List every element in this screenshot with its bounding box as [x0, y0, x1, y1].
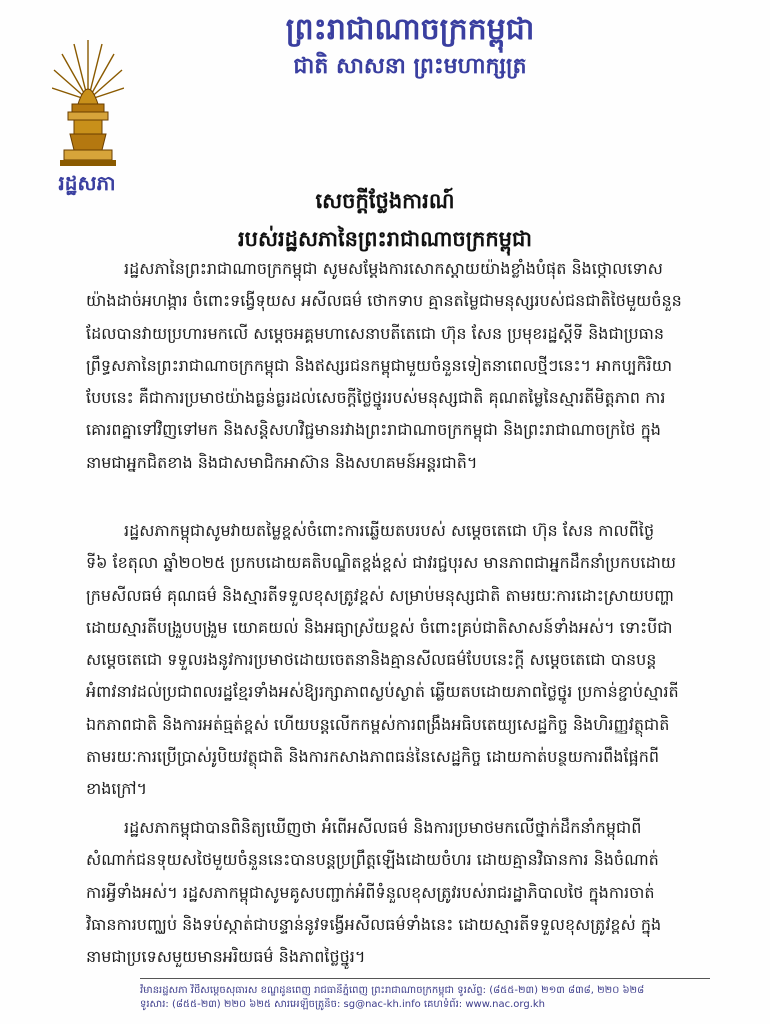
senate-emblem-icon: [52, 38, 124, 168]
paragraph-line: ដោយស្មារតីបង្រួបបង្រួម យោគយល់ និងអធ្យាស្រ័យខ្ពស់ ចំពោះគ្រប់ជាតិសាសន៍ទាំងអស់។ ទោះបីជា: [86, 617, 673, 637]
paragraph-1: [86, 253, 718, 479]
paragraph-line: ទី៦ ខែតុលា ឆ្នាំ២០២៥ ប្រកបដោយគតិបណ្ឌិតខ្ពង់ខ្ពស់ ជាវរជ្ជបុរស មានភាពជាអ្នកដឹកនាំប្រកបដោយ: [86, 553, 677, 573]
footer-contact: [140, 984, 740, 1012]
paragraph-line: សំណាក់ជនទុយសថៃមួយចំនួននេះបានបន្តប្រព្រឹត្តឡើងដោយចំហរ ដោយគ្មានវិធានការ និងចំណាត់: [86, 850, 659, 870]
paragraph-line: ដែលបានវាយប្រហារមកលើ សម្តេចអគ្គមហាសេនាបតីតេជោ ហ៊ុន សែន ប្រមុខរដ្ឋស្តីទី និងជាប្រធាន: [86, 323, 665, 343]
paragraph-line: នាមជាអ្នកជិតខាង និងជាសមាជិកអាស៊ាន និងសហគមន៍អន្តរជាតិ។: [86, 452, 478, 472]
kingdom-title: ព្រះរាជាណាចក្រកម្ពុជា: [285, 12, 535, 47]
paragraph-line: ព្រឹទ្ធសភានៃព្រះរាជាណាចក្រកម្ពុជា និងឥស្សរជនកម្ពុជាមួយចំនួនទៀតនាពេលថ្មីៗនេះ។ អាកប្បកិរិយា: [86, 355, 673, 375]
footer-contacts: ទូរសារ: (៨៥៥-២៣) ២២០ ៦២៥ សារអេឡិចត្រូនិច: sg@nac-kh.info គេហទំព័រ: www.nac.org.kh: [140, 999, 546, 1010]
paragraph-line: តាមរយៈការប្រើប្រាស់រូបិយវត្ថុជាតិ និងការកសាងភាពធន់នៃសេដ្ឋកិច្ច ដោយកាត់បន្ថយការពឹងផ្អែកពី: [86, 747, 660, 767]
paragraph-line: គោរពគ្នាទៅវិញទៅមក និងសន្តិសហវិជ្ជមានរវាងព្រះរាជាណាចក្រកម្ពុជា និងព្រះរាជាណាចក្រថៃ ក្នុង: [86, 420, 661, 440]
paragraph-line: ការអ្វីទាំងអស់។ រដ្ឋសភាកម្ពុជាសូមគូសបញ្ជាក់អំពីទំនួលខុសត្រូវរបស់រាជរដ្ឋាភិបាលថៃ ក្នុងការចាត់: [86, 882, 655, 902]
paragraph-line: បែបនេះ គឺជាការប្រមាថយ៉ាងធ្ងន់ធ្ងរដល់សេចក្តីថ្លៃថ្នូររបស់មនុស្សជាតិ គុណតម្លៃនៃស្មារតីមិត្តភាព ការ: [86, 388, 666, 408]
footer-address: វិមានរដ្ឋសភា វិថីសម្តេចសុធារស ខណ្ឌដូនពេញ រាជធានីភ្នំពេញ ព្រះរាជាណាចក្រកម្ពុជា ទូរស័ព្ទ: (៨៥៥-២៣) ២១៣ ៨៣៨, ២២០ ៦២៨: [140, 985, 645, 996]
paragraph-line: ឯកភាពជាតិ និងការអត់ធ្មត់ខ្ពស់ ហើយបន្តលើកកម្ពស់ការពង្រឹងអធិបតេយ្យសេដ្ឋកិច្ច និងហិរញ្ញវត្ថុជាតិ: [86, 714, 670, 734]
statement-subtitle: របស់រដ្ឋសភានៃព្រះរាជាណាចក្រកម្ពុជា: [238, 227, 532, 251]
statement-title: សេចក្តីថ្លែងការណ៍: [315, 189, 455, 213]
footer-divider: [140, 978, 710, 979]
paragraph-line: ក្រមសីលធម៌ គុណធម៌ និងស្មារតីទទួលខុសត្រូវខ្ពស់ សម្រាប់មនុស្សជាតិ តាមរយៈការដោះស្រាយបញ្ហា: [86, 585, 675, 605]
paragraph-line: សម្តេចតេជោ ទទួលរងនូវការប្រមាថដោយចេតនានិងគ្មានសីលធម៌បែបនេះក្តី សម្តេចតេជោ បានបន្ត: [86, 650, 657, 670]
national-header: [200, 10, 620, 84]
national-motto: ជាតិ សាសនា ព្រះមហាក្សត្រ: [293, 54, 527, 79]
paragraph-line: រដ្ឋសភាកម្ពុជាសូមវាយតម្លៃខ្ពស់ចំពោះការឆ្លើយតបរបស់ សម្តេចតេជោ ហ៊ុន សែន កាលពីថ្ងៃ: [124, 521, 655, 540]
paragraph-line: រដ្ឋសភានៃព្រះរាជាណាចក្រកម្ពុជា សូមសម្តែងការសោកស្តាយយ៉ាងខ្លាំងបំផុត និងថ្កោលទោស: [124, 259, 663, 278]
paragraph-line: រដ្ឋសភាកម្ពុជាបានពិនិត្យឃើញថា អំពើអសីលធម៌ និងការប្រមាថមកលើថ្នាក់ដឹកនាំកម្ពុជាពី: [124, 818, 642, 837]
paragraph-line: យ៉ាងដាច់អហង្ការ ចំពោះទង្វើទុយស អសីលធម៌ ថោកទាប គ្មានតម្លៃជាមនុស្សរបស់ជនជាតិថៃមួយចំនួន: [86, 291, 682, 311]
paragraph-line: ខាងក្រៅ។: [86, 779, 148, 799]
paragraph-2: [86, 515, 718, 806]
paragraph-3: [86, 812, 718, 973]
paragraph-line: អំពាវនាវដល់ប្រជាពលរដ្ឋខ្មែរទាំងអស់ឱ្យរក្សាភាពស្ងប់ស្ងាត់ ឆ្លើយតបដោយភាពថ្លៃថ្នូរ ប្រកាន់ខ្ជាប់ស្មារតី: [86, 682, 679, 702]
paragraph-line: វិធានការបញ្ឈប់ និងទប់ស្កាត់ជាបន្ទាន់នូវទង្វើអសីលធម៌ទាំងនេះ ដោយស្មារតីទទួលខុសត្រូវខ្ពស់ ក្នុង: [86, 914, 662, 934]
senate-label: រដ្ឋសភា: [58, 171, 116, 195]
paragraph-line: នាមជាប្រទេសមួយមានអរិយធម៌ និងភាពថ្លៃថ្នូរ។: [86, 947, 366, 967]
